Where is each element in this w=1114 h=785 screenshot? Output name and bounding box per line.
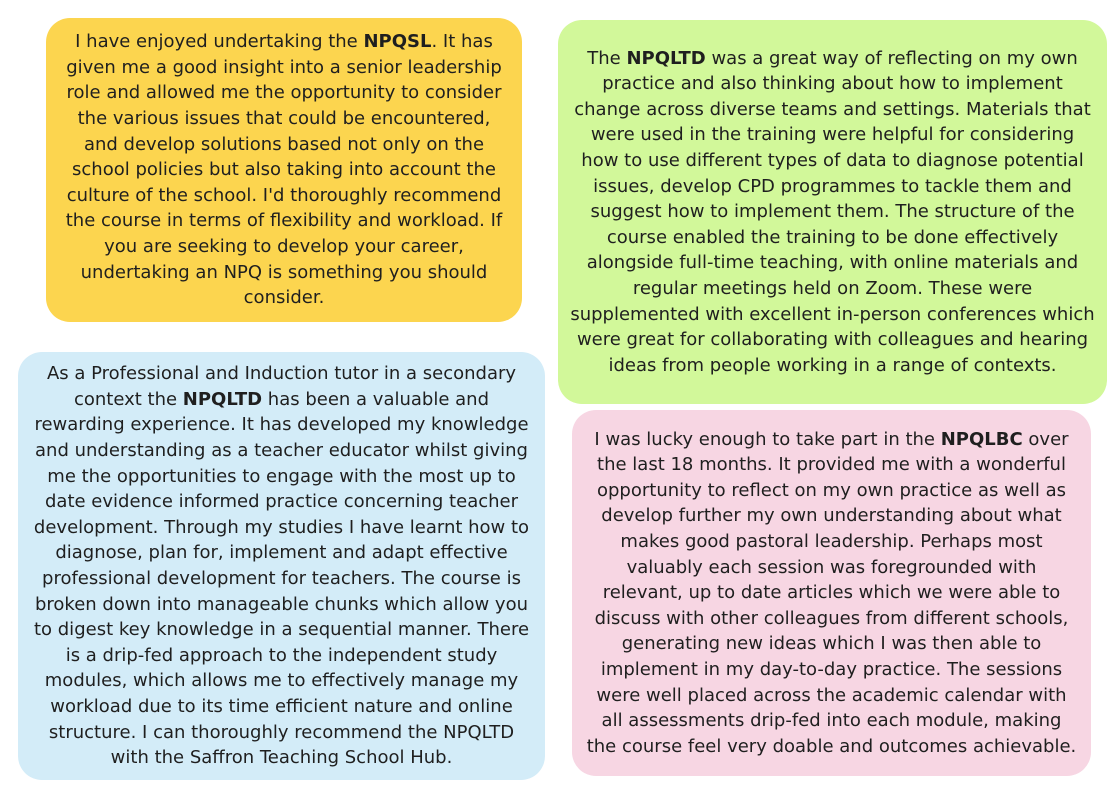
testimonial-text-rest: over the last 18 months. It provided me with a wonderful opportunity to reflect on my own practice as well as develop further my own understanding about what makes good pastoral leadership. Perhaps most valuably each session was foregrounded with relevant, up to date articles which we were able to discuss with other colleagues from different schools, generating new ideas which I was then able to implement in my day-to-day practice. The sessions were well placed across the academic calendar with all assessments drip-fed into each module, making the course feel very doable and outcomes achievable.: [586, 428, 1077, 757]
testimonial-text: [60, 29, 508, 311]
testimonial-text: [30, 361, 533, 771]
qualification-name: NPQSL: [363, 31, 432, 53]
testimonial-text-start: I was lucky enough to take part in the: [594, 428, 941, 450]
testimonial-text-rest: was a great way of reflecting on my own practice and also thinking about how to implement change across diverse teams and settings. Materials that were used in the training were helpful for considering how to use different types of data to diagnose potential issues, develop CPD programmes to tackle them and suggest how to implement them. The structure of the course enabled the training to be done effectively alongside full-time teaching, with online materials and regular meetings held on Zoom. These were supplemented with excellent in-person conferences which were great for collaborating with colleagues and hearing ideas from people working in a range of contexts.: [570, 47, 1095, 376]
testimonial-card-npqltd-reflection: [558, 20, 1107, 404]
qualification-name: NPQLBC: [940, 428, 1023, 450]
testimonial-text: [584, 427, 1079, 760]
testimonial-card-npqlbc: [572, 410, 1091, 776]
testimonial-text-start: The: [587, 47, 627, 69]
testimonial-card-npqltd-tutor: [18, 352, 545, 780]
testimonial-card-npqsl: [46, 18, 522, 322]
testimonial-text-rest: . It has given me a good insight into a senior leadership role and allowed me the opportunity to consider the various issues that could be encountered, and develop solutions based not only on the school policies but also taking into account the culture of the school. I'd thoroughly recommend the course in terms of flexibility and workload. If you are seeking to develop your career, undertaking an NPQ is something you should consider.: [65, 31, 503, 309]
testimonial-text-start: I have enjoyed undertaking the: [75, 31, 364, 53]
testimonial-text-rest: has been a valuable and rewarding experience. It has developed my knowledge and understanding as a teacher educator whilst giving me the opportunities to engage with the most up to date evidence informed practice concerning teacher development. Through my studies I have learnt how to diagnose, plan for, implement and adapt effective professional development for teachers. The course is broken down into manageable chunks which allow you to digest key knowledge in a sequential manner. There is a drip-fed approach to the independent study modules, which allows me to effectively manage my workload due to its time efficient nature and online structure. I can thoroughly recommend the NPQLTD with the Saffron Teaching School Hub.: [33, 388, 530, 769]
qualification-name: NPQLTD: [182, 388, 263, 410]
qualification-name: NPQLTD: [626, 47, 706, 69]
testimonial-text: [570, 46, 1095, 379]
testimonial-text-start: As a Professional and Induction tutor in a secondary context the: [46, 363, 517, 410]
